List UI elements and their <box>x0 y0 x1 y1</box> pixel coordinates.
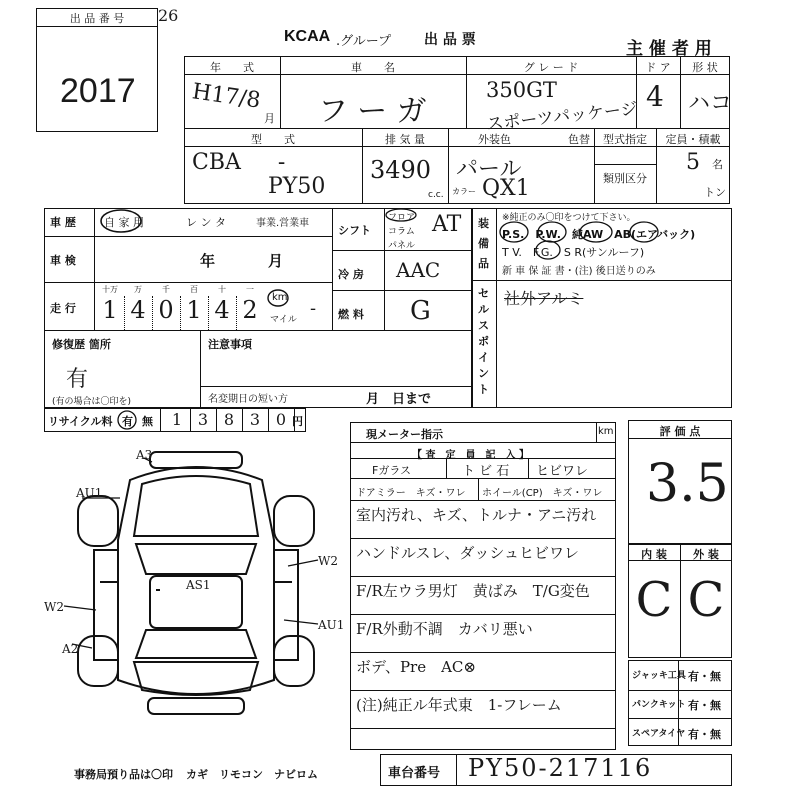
tools-line-1 <box>628 690 732 691</box>
equip-line-1: P.S. P.W. 純AW AB(エアバック) <box>502 228 696 241</box>
color-code-value: QX1 <box>482 176 530 201</box>
mileage-digit-divider <box>124 296 125 330</box>
recycle-yes: 有 <box>122 415 133 428</box>
doors-value: 4 <box>646 80 664 113</box>
ac-label: 冷 房 <box>338 268 364 281</box>
brand-logo: KCAA <box>284 28 331 45</box>
category-label: 類別区分 <box>603 172 647 185</box>
tool-label: スペアタイヤ <box>632 729 686 739</box>
floor-circle-mark <box>384 207 418 223</box>
mileage-digit: 0 <box>158 296 174 324</box>
exterior-label: 外 装 <box>693 548 719 561</box>
mileage-digit: 1 <box>186 296 202 324</box>
year-month-suffix: 月 <box>264 112 275 125</box>
recycle-label-col <box>160 408 161 432</box>
mileage-label: 走 行 <box>50 302 76 315</box>
damage-mark-front: A3 <box>136 448 153 462</box>
equip-line-3: 新 車 保 証 書・(注) 後日送りのみ <box>502 266 656 277</box>
office-note: 事務局預り品は〇印 <box>74 768 173 781</box>
inspection-note-rule <box>350 614 616 615</box>
chip-label: ト ビ 石 <box>462 464 510 479</box>
deadline-month-day: 月 日まで <box>366 392 432 407</box>
car-name-value: フーガ <box>318 94 437 129</box>
mileage-digit: 1 <box>102 296 118 324</box>
inspection-note: ボデ、Pre AC⊗ <box>356 658 476 676</box>
model-label: 型 式 <box>251 133 295 146</box>
tool-value: 有・無 <box>688 699 721 712</box>
history-label-col <box>94 208 95 330</box>
km-unit: km <box>272 292 288 303</box>
year-label: 年 式 <box>210 61 254 74</box>
mileage-digit-divider <box>152 296 153 330</box>
repair-note: (有の場合は〇印を) <box>52 397 132 407</box>
damage-mark-roof: AS1 <box>186 578 211 592</box>
model-value-2: PY50 <box>268 174 326 199</box>
history-label: 車 歴 <box>50 216 76 229</box>
equip-note: ※純正のみ〇印をつけて下さい。 <box>502 213 636 223</box>
chassis-label: 車台番号 <box>388 766 441 781</box>
mileage-digit-header: 十 <box>218 285 226 294</box>
recycle-yen: 円 <box>292 415 303 428</box>
specs-label-col <box>384 208 385 330</box>
equip-label: 装備品 <box>478 217 489 270</box>
remarks-label: 注意事項 <box>208 338 252 351</box>
equipment-sellpoint-line <box>472 280 732 281</box>
chassis-label-col <box>456 754 457 786</box>
equipment-label-col <box>496 208 497 408</box>
mileage-digit-divider <box>236 296 237 330</box>
sellpoint-label: セルスポイント <box>478 287 489 396</box>
score-label: 評 価 点 <box>659 425 701 438</box>
recycle-digit: 0 <box>275 410 287 429</box>
meter-km: km <box>598 426 614 437</box>
private-circle-mark <box>98 208 144 234</box>
damage-mark-left-door: W2 <box>44 600 64 614</box>
year-value: H17/8 <box>190 79 262 114</box>
exterior-value: C <box>687 572 725 628</box>
inspector-label: 【 査 定 員 記 入 】 <box>412 450 529 461</box>
history-business: 事業.営業車 <box>256 218 310 229</box>
equip-line-2: T V. F.G. S R(サンルーフ) <box>502 246 645 259</box>
shift-option-column: コラム <box>388 227 415 237</box>
wheel-label: ホイール(CP) キズ・ワレ <box>482 488 603 499</box>
capacity-unit: 名 <box>712 158 723 171</box>
recycle-digit: 1 <box>171 410 183 429</box>
ton-unit: トン <box>704 186 726 199</box>
km-circle-mark <box>266 288 290 308</box>
mile-dash: - <box>310 298 317 319</box>
shape-label: 形 状 <box>692 61 718 74</box>
meter-km-col <box>596 422 597 442</box>
mirror-label: ドアミラー キズ・ワレ <box>356 488 466 499</box>
glass-col-a <box>446 458 447 478</box>
inspection-note: F/R外動不調 カバリ悪い <box>356 620 533 638</box>
shift-option-panel: パネル <box>388 241 416 251</box>
category-divider <box>594 164 656 165</box>
recycle-digit: 8 <box>223 410 235 429</box>
inspection-note: (注)純正ル年式東 1-フレーム <box>356 696 562 714</box>
recycle-digit: 3 <box>249 410 261 429</box>
damage-mark-right-door: W2 <box>318 554 338 568</box>
displacement-value: 3490 <box>370 156 432 184</box>
deadline-label: 名変期日の短い方 <box>208 394 288 405</box>
tool-label: ジャッキ工具 <box>632 671 686 681</box>
mile-unit: マイル <box>270 315 297 325</box>
color-value: パール <box>456 157 522 182</box>
inspection-note: 室内汚れ、キズ、トルナ・アニ汚れ <box>356 506 597 524</box>
inspection-year-unit: 年 <box>200 252 216 270</box>
mileage-digit-divider <box>180 296 181 330</box>
brand-suffix: .グループ <box>336 34 392 49</box>
score-value: 3.5 <box>646 454 729 514</box>
ac-value: AAC <box>396 258 441 282</box>
row2-col-b <box>448 128 449 204</box>
mileage-digit-header: 百 <box>190 285 198 294</box>
shape-value: ハコ <box>688 91 733 116</box>
deadline-line <box>200 386 472 387</box>
mileage-digit-header: 万 <box>134 285 142 294</box>
color-label: 外装色 <box>478 133 511 146</box>
meter-line <box>350 442 616 443</box>
equip-circles <box>498 218 732 262</box>
glass-col-b <box>528 458 529 478</box>
repair-value: 有 <box>66 367 89 392</box>
shift-label: シフト <box>338 224 371 237</box>
fuel-value: G <box>410 296 431 326</box>
lot-label: 出 品 番 号 <box>69 12 125 25</box>
history-row3-line <box>44 330 472 331</box>
inspection-label: 車 検 <box>50 254 76 267</box>
specs-row2-line <box>332 290 472 291</box>
chassis-value: PY50-217116 <box>468 754 653 782</box>
interior-label: 内 装 <box>641 548 667 561</box>
damage-mark-right-rear: AU1 <box>318 618 345 632</box>
inspection-note-rule <box>350 728 616 729</box>
lot-label-divider <box>36 26 158 27</box>
tool-value: 有・無 <box>688 728 721 741</box>
recycle-digit: 3 <box>197 410 209 429</box>
history-row1-line <box>44 236 332 237</box>
grade-label: グ レ ー ド <box>523 61 579 74</box>
displacement-label: 排 気 量 <box>385 133 425 146</box>
capacity-value: 5 <box>686 150 700 175</box>
mileage-digit: 2 <box>242 296 258 324</box>
tools-line-2 <box>628 718 732 719</box>
capacity-label: 定員・積載 <box>665 133 721 146</box>
mileage-digit-header: 千 <box>162 285 170 294</box>
mileage-digit-header: 一 <box>246 285 254 294</box>
color-code-prefix: カラー <box>452 187 476 196</box>
inspection-note-rule <box>350 538 616 539</box>
model-value: CBA - <box>192 150 286 175</box>
form-title: 出 品 票 <box>424 32 476 48</box>
row1-bottom-line <box>184 128 730 129</box>
recycle-yes-circle <box>116 409 138 431</box>
history-row2-line <box>44 282 332 283</box>
tool-label: パンクキット <box>632 700 686 710</box>
copy-type: 主 催 者 用 <box>626 39 712 59</box>
cc-unit: c.c. <box>428 190 444 200</box>
inspection-note-rule <box>350 690 616 691</box>
specs-col <box>332 208 333 330</box>
keys-note: カギ リモコン ナビロム <box>186 768 318 781</box>
car-name-label: 車 名 <box>351 61 395 74</box>
damage-mark-left-rear: A2 <box>62 642 79 656</box>
repair-label: 修復歴 箇所 <box>52 338 111 351</box>
history-rental: レ ン タ <box>186 216 226 229</box>
fuel-label: 燃 料 <box>338 308 364 321</box>
mileage-digit-header: 十万 <box>102 285 118 294</box>
f-glass-label: Fガラス <box>372 464 411 477</box>
mirror-bottom-line <box>350 500 616 501</box>
doors-label: ド ア <box>645 61 671 74</box>
inspection-month-unit: 月 <box>268 252 284 270</box>
grade-value-2: スポーツパッケージ <box>485 99 639 135</box>
meter-label: 現メーター指示 <box>366 428 443 441</box>
history-private: 自 家 用 <box>104 216 144 229</box>
type-cert-label: 型式指定 <box>603 133 647 146</box>
inspection-note: F/R左ウラ男灯 黄ばみ T/G変色 <box>356 582 590 600</box>
mirror-col <box>478 478 479 500</box>
glass-top-line <box>350 458 616 459</box>
sellpoint-value: 社外アルミ <box>504 289 584 308</box>
mileage-digit: 4 <box>214 296 230 324</box>
mileage-digit: 4 <box>130 296 146 324</box>
shift-option-floor: フロア <box>388 213 416 223</box>
shift-value: AT <box>432 212 462 237</box>
lot-corner-mark: 26 <box>158 6 179 25</box>
damage-mark-left-front: AU1 <box>76 486 103 500</box>
recycle-label: リサイクル料 <box>48 415 113 428</box>
interior-value: C <box>635 572 673 628</box>
inspection-note-rule <box>350 576 616 577</box>
inspection-note-rule <box>350 652 616 653</box>
grade-value: 350GT <box>486 78 557 102</box>
inspection-note: ハンドルスレ、ダッシュヒビワレ <box>356 544 580 562</box>
color-code-label: 色替 <box>568 133 590 146</box>
repair-col <box>200 330 201 408</box>
mileage-digit-divider <box>208 296 209 330</box>
tool-value: 有・無 <box>688 670 721 683</box>
lot-number: 2017 <box>60 72 136 110</box>
recycle-no: 無 <box>142 415 153 428</box>
crack-label: ヒビワレ <box>536 464 589 479</box>
